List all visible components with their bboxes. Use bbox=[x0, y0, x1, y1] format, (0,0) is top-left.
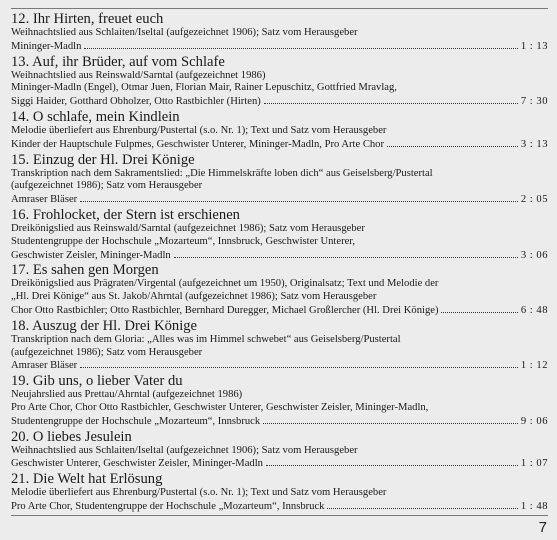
track-performers-line bbox=[11, 415, 548, 429]
track-performers: Amraser Bläser bbox=[11, 360, 78, 372]
track-credit-line: Melodie überliefert aus Ehrenburg/Pustertal (s.o. Nr. 1); Text und Satz vom Herausgeber bbox=[11, 487, 387, 499]
track-title: 18. Auszug der Hl. Drei Könige bbox=[11, 317, 198, 334]
track-credit-line: Dreikönigslied aus Prägraten/Virgental (aufgezeichnet um 1950), Originalsatz; Text und Melodie der bbox=[11, 278, 439, 290]
track-duration: 1 : 12 bbox=[520, 360, 548, 372]
track-title: 14. O schlafe, mein Kindlein bbox=[11, 108, 180, 125]
top-rule bbox=[11, 8, 548, 9]
track-duration: 2 : 05 bbox=[520, 194, 548, 206]
dot-leader bbox=[264, 95, 518, 104]
track-performers-line bbox=[11, 359, 548, 373]
track-credit-line: „Hl. Drei Könige“ aus St. Jakob/Ahrntal (aufgezeichnet 1986); Satz vom Herausgeber bbox=[11, 291, 377, 303]
track-credit-line: Dreikönigslied aus Reinswald/Sarntal (aufgezeichnet 1986); Satz vom Herausgeber bbox=[11, 222, 365, 234]
track-performers: Geschwister Unterer, Geschwister Zeisler, Mininger-Madln bbox=[11, 458, 263, 470]
track-credit-line: Weihnachtslied aus Schlaiten/Iseltal (aufgezeichnet 1906); Satz vom Herausgeber bbox=[11, 27, 358, 38]
dot-leader bbox=[80, 193, 518, 202]
track-title: 19. Gib uns, o lieber Vater du bbox=[11, 373, 183, 390]
track-title: 15. Einzug der Hl. Drei Könige bbox=[11, 151, 195, 168]
dot-leader bbox=[327, 500, 517, 509]
dot-leader bbox=[263, 415, 518, 424]
track-performers-line bbox=[11, 304, 548, 318]
track-duration: 7 : 30 bbox=[520, 96, 548, 108]
track-entry bbox=[11, 262, 548, 317]
track-credit-line: Transkription nach dem Sakramentslied: „Die Himmelskräfte loben dich“ aus Geiselsberg/Pustertal bbox=[11, 167, 433, 179]
track-title: 20. O liebes Jesulein bbox=[11, 428, 132, 445]
track-performers-line bbox=[11, 500, 548, 514]
track-title: 12. Ihr Hirten, freuet euch bbox=[11, 11, 164, 27]
track-entry bbox=[11, 11, 548, 54]
track-title: 21. Die Welt hat Erlösung bbox=[11, 471, 163, 488]
track-credit-line: Studentengruppe der Hochschule „Mozarteum“, Innsbruck, Geschwister Unterer, bbox=[11, 235, 356, 247]
track-entry bbox=[11, 109, 548, 152]
track-credit-line: Mininger-Madln (Engel), Otmar Juen, Florian Mair, Rainer Lepuschitz, Gottfried Mravlag, bbox=[11, 82, 397, 94]
track-duration: 3 : 13 bbox=[520, 138, 548, 150]
track-duration: 3 : 06 bbox=[520, 249, 548, 261]
track-performers: Chor Otto Rastbichler; Otto Rastbichler, Bernhard Duregger, Michael Großlercher (Hl. Drei Könige) bbox=[11, 304, 439, 316]
track-duration: 1 : 13 bbox=[520, 40, 548, 52]
track-entry bbox=[11, 152, 548, 207]
track-performers-line bbox=[11, 193, 548, 207]
track-performers-line bbox=[11, 249, 548, 263]
track-performers-line bbox=[11, 457, 548, 471]
track-entry bbox=[11, 373, 548, 428]
track-performers: Kinder der Hauptschule Fulpmes, Geschwister Unterer, Mininger-Madln, Pro Arte Chor bbox=[11, 138, 385, 150]
track-performers-line bbox=[11, 95, 548, 109]
dot-leader bbox=[174, 249, 518, 258]
track-title: 13. Auf, ihr Brüder, auf vom Schlafe bbox=[11, 53, 225, 70]
track-title: 17. Es sahen gen Morgen bbox=[11, 262, 159, 279]
track-duration: 1 : 48 bbox=[520, 500, 548, 512]
track-credit-line: (aufgezeichnet 1986); Satz vom Herausgeber bbox=[11, 180, 203, 192]
track-duration: 6 : 48 bbox=[520, 304, 548, 316]
track-credit-line: (aufgezeichnet 1986); Satz vom Herausgeber bbox=[11, 346, 203, 358]
track-entry bbox=[11, 471, 548, 514]
track-entry bbox=[11, 429, 548, 472]
track-credit-line: Melodie überliefert aus Ehrenburg/Pustertal (s.o. Nr. 1); Text und Satz vom Herausgeber bbox=[11, 124, 387, 136]
dot-leader bbox=[387, 138, 518, 147]
dot-leader bbox=[441, 304, 517, 313]
track-performers: Mininger-Madln bbox=[11, 40, 82, 52]
track-performers-line bbox=[11, 138, 548, 152]
track-list bbox=[11, 11, 548, 514]
track-credit-line: Neujahrslied aus Prettau/Ahrntal (aufgezeichnet 1986) bbox=[11, 389, 243, 401]
track-entry bbox=[11, 207, 548, 262]
page-number: 7 bbox=[538, 519, 547, 536]
track-entry bbox=[11, 54, 548, 109]
track-performers: Geschwister Zeisler, Mininger-Madln bbox=[11, 249, 171, 261]
track-performers: Studentengruppe der Hochschule „Mozarteum“, Innsbruck bbox=[11, 415, 261, 427]
track-performers-line bbox=[11, 40, 548, 54]
track-title: 16. Frohlocket, der Stern ist erschienen bbox=[11, 206, 240, 223]
track-performers: Pro Arte Chor, Studentengruppe der Hochschule „Mozarteum“, Innsbruck bbox=[11, 500, 325, 512]
bottom-rule bbox=[11, 515, 548, 516]
track-entry bbox=[11, 318, 548, 373]
track-duration: 1 : 07 bbox=[520, 458, 548, 470]
track-credit-line: Weihnachtslied aus Reinswald/Sarntal (aufgezeichnet 1986) bbox=[11, 69, 266, 81]
dot-leader bbox=[84, 40, 517, 49]
track-performers: Amraser Bläser bbox=[11, 194, 78, 206]
track-performers: Siggi Haider, Gotthard Obholzer, Otto Rastbichler (Hirten) bbox=[11, 96, 261, 108]
track-credit-line: Transkription nach dem Gloria: „Alles was im Himmel schwebet“ aus Geiselsberg/Pustertal bbox=[11, 333, 401, 345]
track-credit-line: Pro Arte Chor, Chor Otto Rastbichler, Geschwister Unterer, Geschwister Zeisler, Mininger-Madln, bbox=[11, 401, 429, 413]
dot-leader bbox=[266, 457, 518, 466]
dot-leader bbox=[80, 359, 518, 368]
track-duration: 9 : 06 bbox=[520, 415, 548, 427]
track-credit-line: Weihnachtslied aus Schlaiten/Iseltal (aufgezeichnet 1906); Satz vom Herausgeber bbox=[11, 444, 358, 456]
